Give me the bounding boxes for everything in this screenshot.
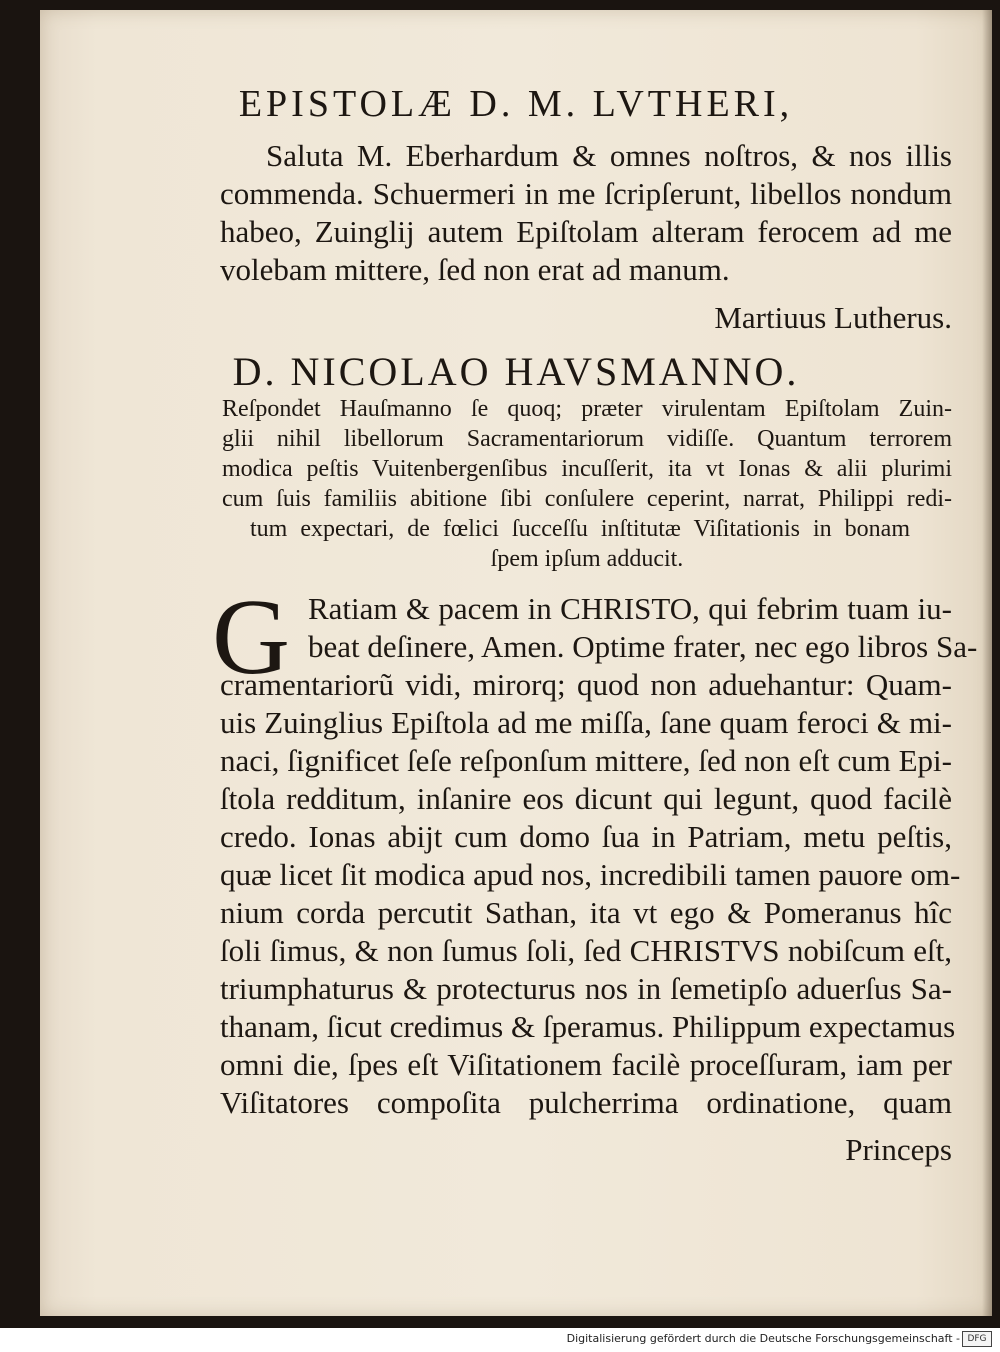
body-line: quæ licet ſit modica apud nos, incredibili tamen pauore om- bbox=[220, 857, 961, 892]
page-gutter-shadow bbox=[982, 10, 992, 1316]
letter-end-line: Saluta M. Eberhardum & omnes noſtros, & nos illis bbox=[266, 138, 952, 173]
catchword: Princeps bbox=[845, 1132, 952, 1167]
summary-line: glii nihil libellorum Sacramentariorum vidiſſe. Quantum terrorem bbox=[222, 426, 952, 452]
summary-line: ſpem ipſum adducit. bbox=[490, 546, 684, 572]
book-page bbox=[40, 10, 992, 1316]
body-line: cramentariorũ vidi, mirorq; quod non aduehantur: Quam- bbox=[220, 667, 952, 702]
summary-line: modica peſtis Vuitenbergenſibus incuſſerit, ita vt Ionas & alii plurimi bbox=[222, 456, 952, 482]
body-line: naci, ſignificet ſeſe reſponſum mittere, ſed non eſt cum Epi- bbox=[220, 743, 952, 778]
body-line: omni die, ſpes eſt Viſitationem facilè proceſſuram, iam per bbox=[220, 1047, 952, 1082]
body-line: ſtola redditum, inſanire eos dicunt qui legunt, quod facilè bbox=[220, 781, 952, 816]
drop-cap: G bbox=[212, 578, 290, 697]
letter-end-line: habeo, Zuinglij autem Epiſtolam alteram ferocem ad me bbox=[220, 214, 952, 249]
body-line: triumphaturus & protecturus nos in ſemetipſo aduerſus Sa- bbox=[220, 971, 952, 1006]
body-line: thanam, ſicut credimus & ſperamus. Philippum expectamus bbox=[220, 1009, 956, 1044]
funding-credit: Digitalisierung gefördert durch die Deutsche Forschungsgemeinschaft - bbox=[566, 1332, 960, 1345]
summary-line: tum expectari, de fœlici ſucceſſu inſtitutæ Viſitationis in bonam bbox=[250, 516, 910, 542]
body-line: nium corda percutit Sathan, ita vt ego & Pomeranus hîc bbox=[220, 895, 952, 930]
signature: Martiuus Lutherus. bbox=[714, 300, 952, 335]
running-head: EPISTOLÆ D. M. LVTHERI, bbox=[238, 83, 794, 125]
body-line: credo. Ionas abijt cum domo ſua in Patriam, metu peſtis, bbox=[220, 819, 952, 854]
summary-line: cum ſuis familiis abitione ſibi conſulere ceperint, narrat, Philippi redi- bbox=[222, 486, 952, 512]
body-line: beat deſinere, Amen. Optime frater, nec ego libros Sa- bbox=[308, 629, 978, 664]
dfg-logo-icon: DFG bbox=[962, 1331, 992, 1347]
letter-end-line: volebam mittere, ſed non erat ad manum. bbox=[220, 252, 730, 287]
letter-end-line: commenda. Schuermeri in me ſcripſerunt, libellos nondum bbox=[220, 176, 952, 211]
address-heading: D. NICOLAO HAVSMANNO. bbox=[232, 349, 800, 394]
body-line: Viſitatores compoſita pulcherrima ordinatione, quam bbox=[220, 1085, 952, 1120]
body-line: uis Zuinglius Epiſtola ad me miſſa, ſane quam feroci & mi- bbox=[220, 705, 952, 740]
summary-line: Reſpondet Hauſmanno ſe quoq; præter virulentam Epiſtolam Zuin- bbox=[222, 396, 952, 422]
body-line: Ratiam & pacem in CHRISTO, qui febrim tuam iu- bbox=[308, 591, 952, 626]
body-line: ſoli ſimus, & non ſumus ſoli, ſed CHRISTVS nobiſcum eſt, bbox=[220, 933, 952, 968]
